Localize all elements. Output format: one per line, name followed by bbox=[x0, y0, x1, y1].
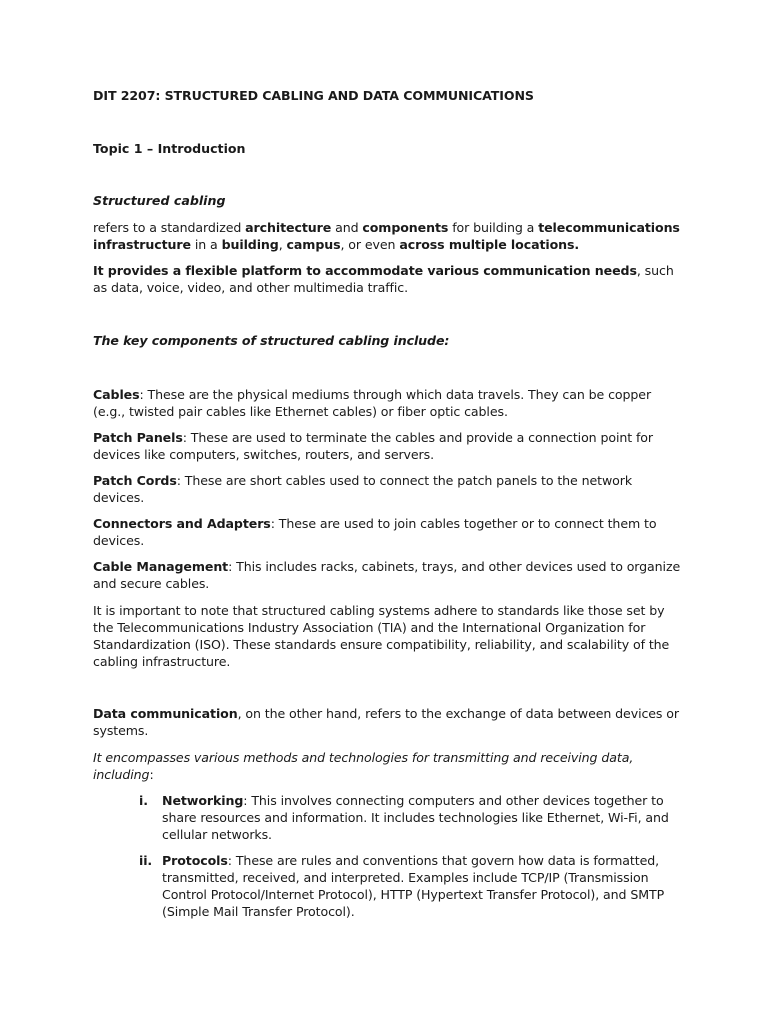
key-components-heading: The key components of structured cabling include: bbox=[93, 333, 450, 348]
component-item: Connectors and Adapters: These are used to join cables together or to connect them to devices. bbox=[93, 516, 657, 548]
list-number: i. bbox=[139, 793, 148, 808]
component-item: Patch Panels: These are used to terminate the cables and provide a connection point for devices like computers, switches, routers, and servers. bbox=[93, 430, 653, 462]
list-number: ii. bbox=[139, 853, 153, 868]
structured-cabling-definition: refers to a standardized architecture and components for building a telecommunications infrastructure in a building, campus, or even across multiple locations. bbox=[93, 220, 680, 252]
structured-cabling-platform: It provides a flexible platform to accommodate various communication needs, such as data, voice, video, and other multimedia traffic. bbox=[93, 263, 674, 295]
data-communication-encompasses: It encompasses various methods and technologies for transmitting and receiving data, including: bbox=[93, 750, 634, 782]
structured-cabling-heading: Structured cabling bbox=[93, 193, 226, 208]
topic-heading: Topic 1 – Introduction bbox=[93, 141, 246, 156]
component-item: Cables: These are the physical mediums through which data travels. They can be copper (e.g., twisted pair cables like Ethernet cables) or fiber optic cables. bbox=[93, 387, 652, 419]
document-title: DIT 2207: STRUCTURED CABLING AND DATA COMMUNICATIONS bbox=[93, 88, 534, 103]
data-communication-list bbox=[93, 792, 683, 920]
data-communication-definition: Data communication, on the other hand, refers to the exchange of data between devices or systems. bbox=[93, 706, 679, 738]
list-item: i. Networking: This involves connecting computers and other devices together to share resources and information. It includes technologies like Ethernet, Wi-Fi, and cellular networks. bbox=[139, 793, 669, 842]
component-item: Patch Cords: These are short cables used to connect the patch panels to the network devices. bbox=[93, 473, 633, 505]
component-item: Cable Management: This includes racks, cabinets, trays, and other devices used to organize and secure cables. bbox=[93, 559, 681, 591]
list-item: ii. Protocols: These are rules and conventions that govern how data is formatted, transmitted, received, and interpreted. Examples include TCP/IP (Transmission Control Protocol/Internet Protocol), HTTP (Hypertext Transfer Protocol), and SMTP (Simple Mail Transfer Protocol). bbox=[139, 853, 665, 919]
standards-note: It is important to note that structured cabling systems adhere to standards like those set by the Telecommunications Industry Association (TIA) and the International Organization for Standardization (ISO). These standards ensure compatibility, reliability, and scalability of the cabling infrastructure. bbox=[93, 603, 670, 669]
